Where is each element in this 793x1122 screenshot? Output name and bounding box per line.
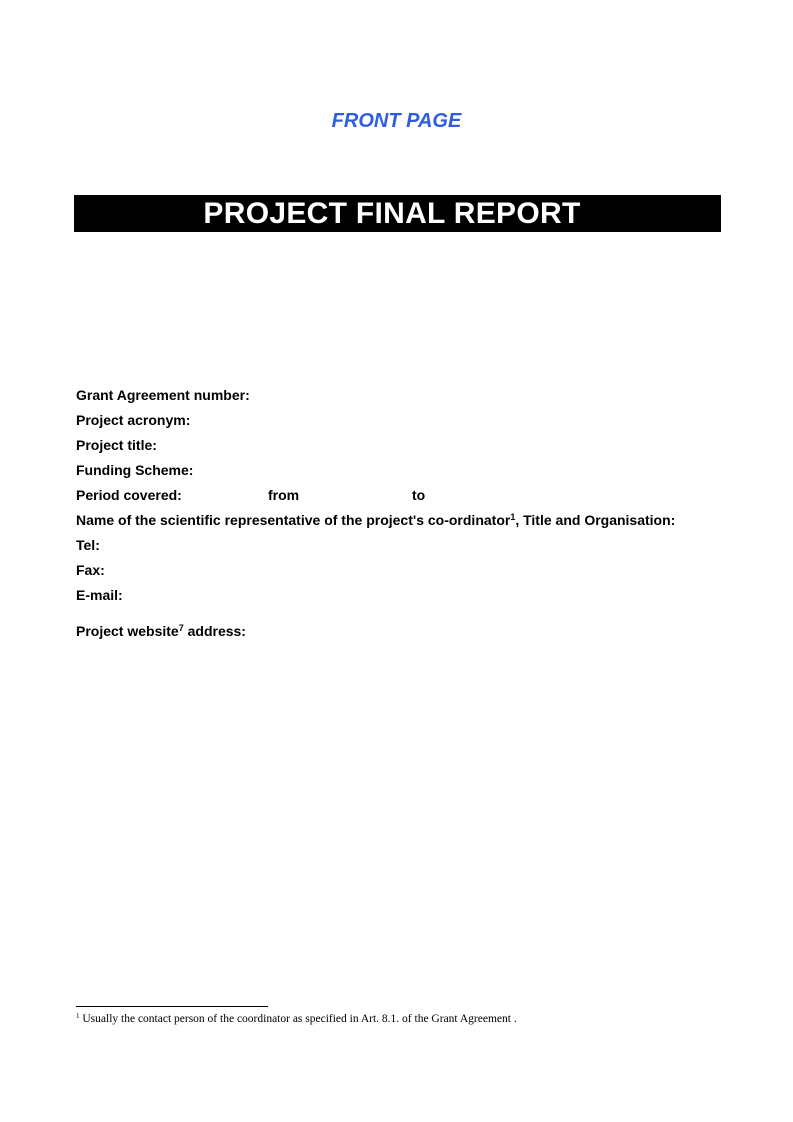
tel-field: Tel: — [76, 537, 100, 553]
footnote-separator — [76, 1006, 268, 1007]
project-acronym-field: Project acronym: — [76, 412, 191, 428]
representative-label: Name of the scientific representative of the project's co-ordinator — [76, 512, 511, 528]
website-footnote-reference: 7 — [178, 623, 184, 633]
fax-field: Fax: — [76, 562, 105, 578]
website-suffix: address: — [183, 623, 246, 639]
footnote — [76, 1013, 517, 1025]
period-covered-field — [76, 484, 675, 509]
footnote-text: Usually the contact person of the coordinator as specified in Art. 8.1. of the Grant Agreement . — [79, 1013, 517, 1025]
representative-field — [76, 509, 675, 534]
footnote-reference: 1 — [510, 512, 516, 522]
period-covered-label: Period covered: — [76, 487, 182, 503]
footnote-marker: 1 — [76, 1012, 80, 1020]
representative-suffix: , Title and Organisation: — [515, 512, 676, 528]
title-banner — [74, 195, 721, 232]
email-field: E-mail: — [76, 587, 123, 603]
report-title: PROJECT FINAL REPORT — [203, 197, 581, 230]
funding-scheme-field: Funding Scheme: — [76, 462, 194, 478]
period-from-label: from — [268, 487, 300, 503]
front-page-label: FRONT PAGE — [331, 110, 462, 132]
grant-agreement-field: Grant Agreement number: — [76, 387, 250, 403]
period-to-label: to — [412, 487, 426, 503]
project-title-field: Project title: — [76, 437, 157, 453]
website-field — [76, 620, 675, 645]
project-info-fields — [76, 384, 675, 645]
website-label: Project website — [76, 623, 179, 639]
